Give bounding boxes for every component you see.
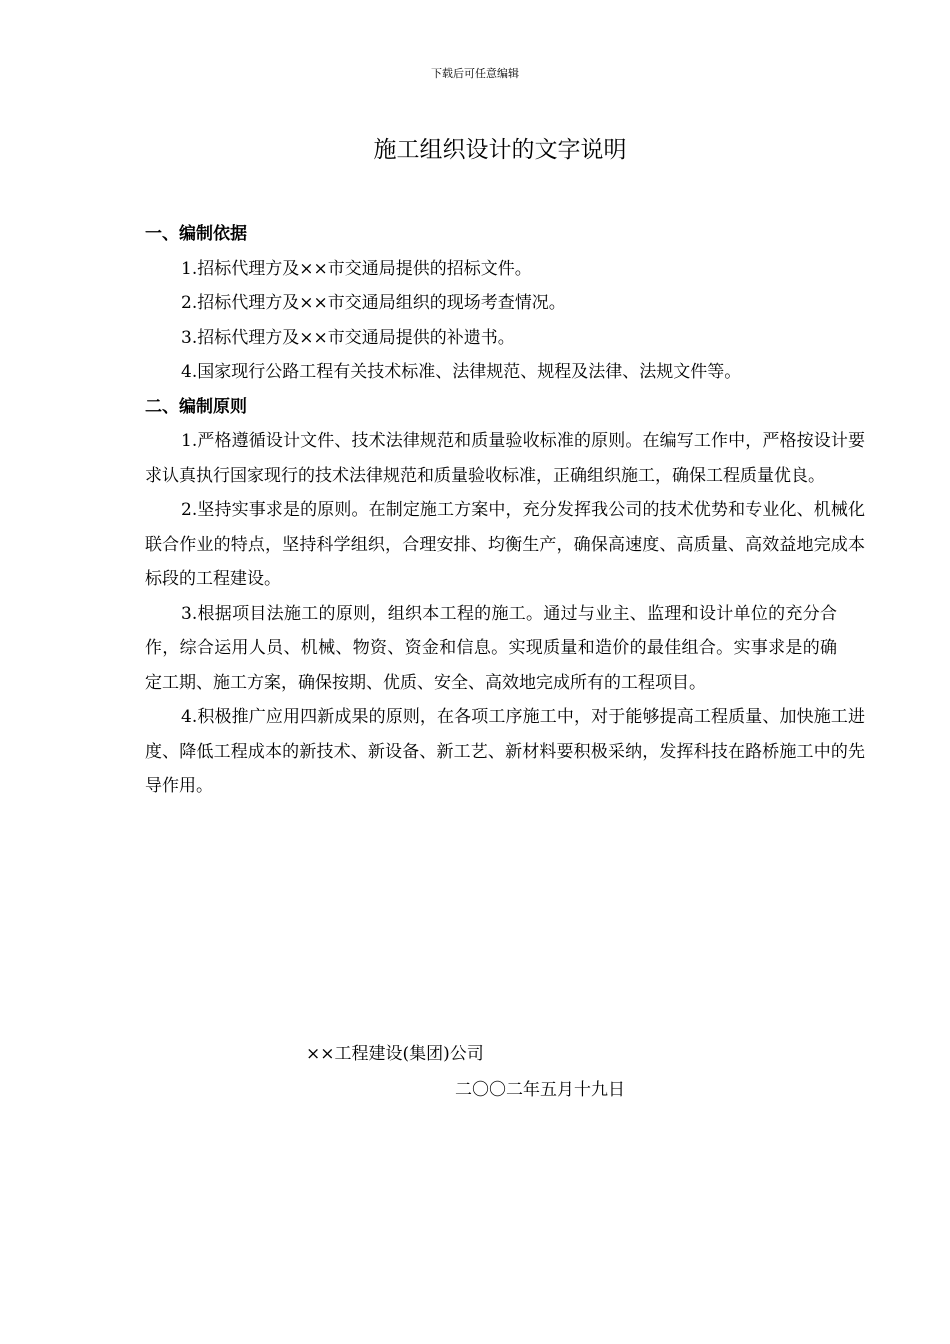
signature-date: 二〇〇二年五月十九日 (455, 1080, 625, 1100)
basis-item-1: 1.招标代理方及××市交通局提供的招标文件。 (181, 258, 532, 279)
principle-paragraph-2: 2.坚持实事求是的原则。在制定施工方案中，充分发挥我公司的技术优势和专业化、机械化联合作业的特点，坚持科学组织，合理安排、均衡生产，确保高速度、高质量、高效益地完成本标段的工程建设。 (145, 500, 865, 589)
document-body (145, 217, 865, 804)
header-note: 下载后可任意编辑 (431, 67, 519, 80)
section-heading-basis: 一、编制依据 (145, 224, 247, 244)
section-heading-principles: 二、编制原则 (145, 396, 247, 417)
principle-paragraph-3: 3.根据项目法施工的原则，组织本工程的施工。通过与业主、监理和设计单位的充分合作，综合运用人员、机械、物资、资金和信息。实现质量和造价的最佳组合。实事求是的确定工期、施工方案，确保按期、优质、安全、高效地完成所有的工程项目。 (145, 603, 837, 693)
basis-item-4: 4.国家现行公路工程有关技术标准、法律规范、规程及法律、法规文件等。 (181, 362, 742, 382)
basis-item-3: 3.招标代理方及××市交通局提供的补遗书。 (181, 327, 515, 348)
principle-paragraph-4: 4.积极推广应用四新成果的原则，在各项工序施工中，对于能够提高工程质量、加快施工进度、降低工程成本的新技术、新设备、新工艺、新材料要积极采纳，发挥科技在路桥施工中的先导作用。 (145, 707, 865, 796)
signature-company: ××工程建设(集团)公司 (306, 1044, 484, 1064)
basis-item-2: 2.招标代理方及××市交通局组织的现场考查情况。 (181, 293, 566, 313)
principle-paragraph-1: 1.严格遵循设计文件、技术法律规范和质量验收标准的原则。在编写工作中，严格按设计要求认真执行国家现行的技术法律规范和质量验收标准，正确组织施工，确保工程质量优良。 (145, 431, 865, 486)
document-title: 施工组织设计的文字说明 (373, 137, 627, 163)
